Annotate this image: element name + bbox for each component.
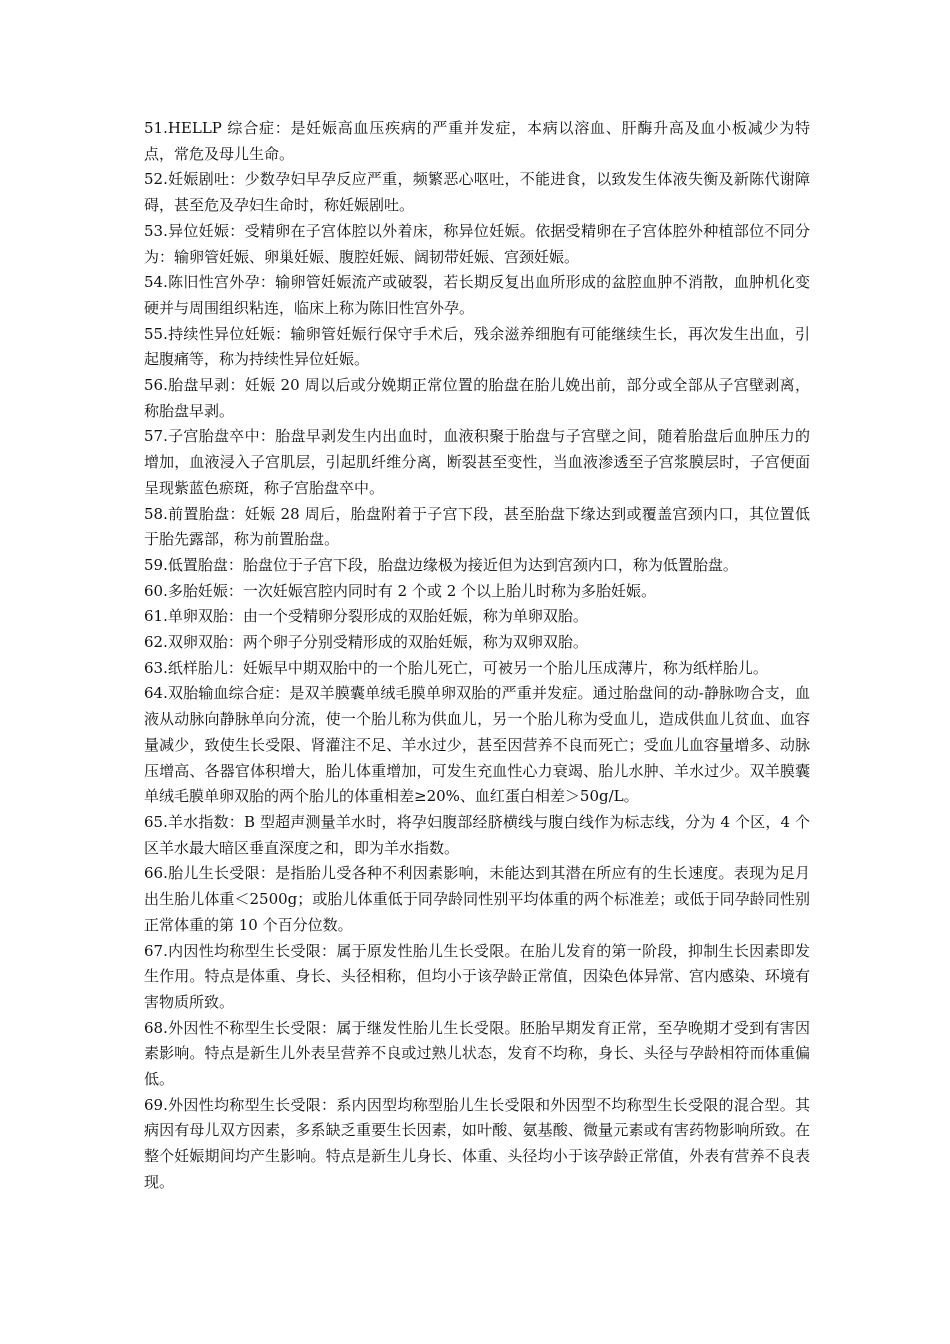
- definition-entry-58: 58.前置胎盘：妊娠 28 周后，胎盘附着于子宫下段，甚至胎盘下缘达到或覆盖宫颈内口，其位置低于胎先露部，称为前置胎盘。: [144, 504, 810, 549]
- definition-entry-57: 57.子宫胎盘卒中：胎盘早剥发生内出血时，血液积聚于胎盘与子宫壁之间，随着胎盘后血肿压力的增加，血液浸入子宫肌层，引起肌纤维分离，断裂甚至变性，当血液渗透至子宫浆膜层时，子宫便面呈现紫蓝色瘀斑，称子宫胎盘卒中。: [144, 427, 810, 497]
- definition-entry-67: 67.内因性均称型生长受限：属于原发性胎儿生长受限。在胎儿发育的第一阶段，抑制生长因素即发生作用。特点是体重、身长、头径相称，但均小于该孕龄正常值，因染色体异常、宫内感染、环境有害物质所致。: [144, 941, 810, 1011]
- definition-entry-68: 68.外因性不称型生长受限：属于继发性胎儿生长受限。胚胎早期发育正常，至孕晚期才受到有害因素影响。特点是新生儿外表呈营养不良或过熟儿状态，发育不均称，身长、头径与孕龄相符而体重偏低。: [144, 1018, 810, 1089]
- document-page: [144, 116, 810, 1196]
- definition-entry-56: 56.胎盘早剥：妊娠 20 周以后或分娩期正常位置的胎盘在胎儿娩出前，部分或全部从子宫壁剥离，称胎盘早剥。: [144, 376, 810, 420]
- definition-entry-62: 62.双卵双胎：两个卵子分别受精形成的双胎妊娠，称为双卵双胎。: [144, 633, 588, 652]
- definition-entry-59: 59.低置胎盘：胎盘位于子宫下段，胎盘边缘极为接近但为达到宫颈内口，称为低置胎盘。: [144, 555, 738, 574]
- definition-entry-63: 63.纸样胎儿：妊娠早中期双胎中的一个胎儿死亡，可被另一个胎儿压成薄片，称为纸样胎儿。: [144, 658, 768, 677]
- definition-entry-66: 66.胎儿生长受限：是指胎儿受各种不利因素影响，未能达到其潜在所应有的生长速度。表现为足月出生胎儿体重＜2500g；或胎儿体重低于同孕龄同性别平均体重的两个标准差；或低于同孕龄同性别正常体重的第 10 个百分位数。: [144, 864, 810, 934]
- definition-entry-54: 54.陈旧性宫外孕：输卵管妊娠流产或破裂，若长期反复出血所形成的盆腔血肿不消散，血肿机化变硬并与周围组织粘连，临床上称为陈旧性宫外孕。: [144, 273, 810, 317]
- definition-entry-69: 69.外因性均称型生长受限：系内因型均称型胎儿生长受限和外因型不均称型生长受限的混合型。其病因有母儿双方因素，多系缺乏重要生长因素，如叶酸、氨基酸、微量元素或有害药物影响所致。在整个妊娠期间均产生影响。特点是新生儿身长、体重、头径均小于该孕龄正常值，外表有营养不良表现。: [144, 1095, 810, 1191]
- definition-entry-51: 51.HELLP 综合症：是妊娠高血压疾病的严重并发症，本病以溶血、肝酶升高及血小板减少为特点，常危及母儿生命。: [144, 119, 810, 163]
- definition-entry-55: 55.持续性异位妊娠：输卵管妊娠行保守手术后，残余滋养细胞有可能继续生长，再次发生出血，引起腹痛等，称为持续性异位妊娠。: [144, 324, 810, 369]
- definition-entry-65: 65.羊水指数：B 型超声测量羊水时，将孕妇腹部经脐横线与腹白线作为标志线，分为 4 个区，4 个区羊水最大暗区垂直深度之和，即为羊水指数。: [144, 812, 810, 857]
- definition-entry-64: 64.双胎输血综合症：是双羊膜囊单绒毛膜单卵双胎的严重并发症。通过胎盘间的动-静脉吻合支，血液从动脉向静脉单向分流，使一个胎儿称为供血儿，另一个胎儿称为受血儿，造成供血儿贫血、血容量减少，致使生长受限、肾灌注不足、羊水过少，甚至因营养不良而死亡；受血儿血容量增多、动脉压增高、各器官体积增大，胎儿体重增加，可发生充血性心力衰竭、胎儿水肿、羊水过少。双羊膜囊单绒毛膜单卵双胎的两个胎儿的体重相差≥20%、血红蛋白相差＞50g/L。: [144, 684, 810, 806]
- definition-entry-61: 61.单卵双胎：由一个受精卵分裂形成的双胎妊娠，称为单卵双胎。: [144, 607, 588, 626]
- definition-entry-60: 60.多胎妊娠：一次妊娠宫腔内同时有 2 个或 2 个以上胎儿时称为多胎妊娠。: [144, 581, 657, 600]
- definition-entry-53: 53.异位妊娠：受精卵在子宫体腔以外着床，称异位妊娠。依据受精卵在子宫体腔外种植部位不同分为：输卵管妊娠、卵巢妊娠、腹腔妊娠、阔韧带妊娠、宫颈妊娠。: [144, 221, 810, 266]
- definition-entry-52: 52.妊娠剧吐：少数孕妇早孕反应严重，频繁恶心呕吐，不能进食，以致发生体液失衡及新陈代谢障碍，甚至危及孕妇生命时，称妊娠剧吐。: [144, 170, 810, 215]
